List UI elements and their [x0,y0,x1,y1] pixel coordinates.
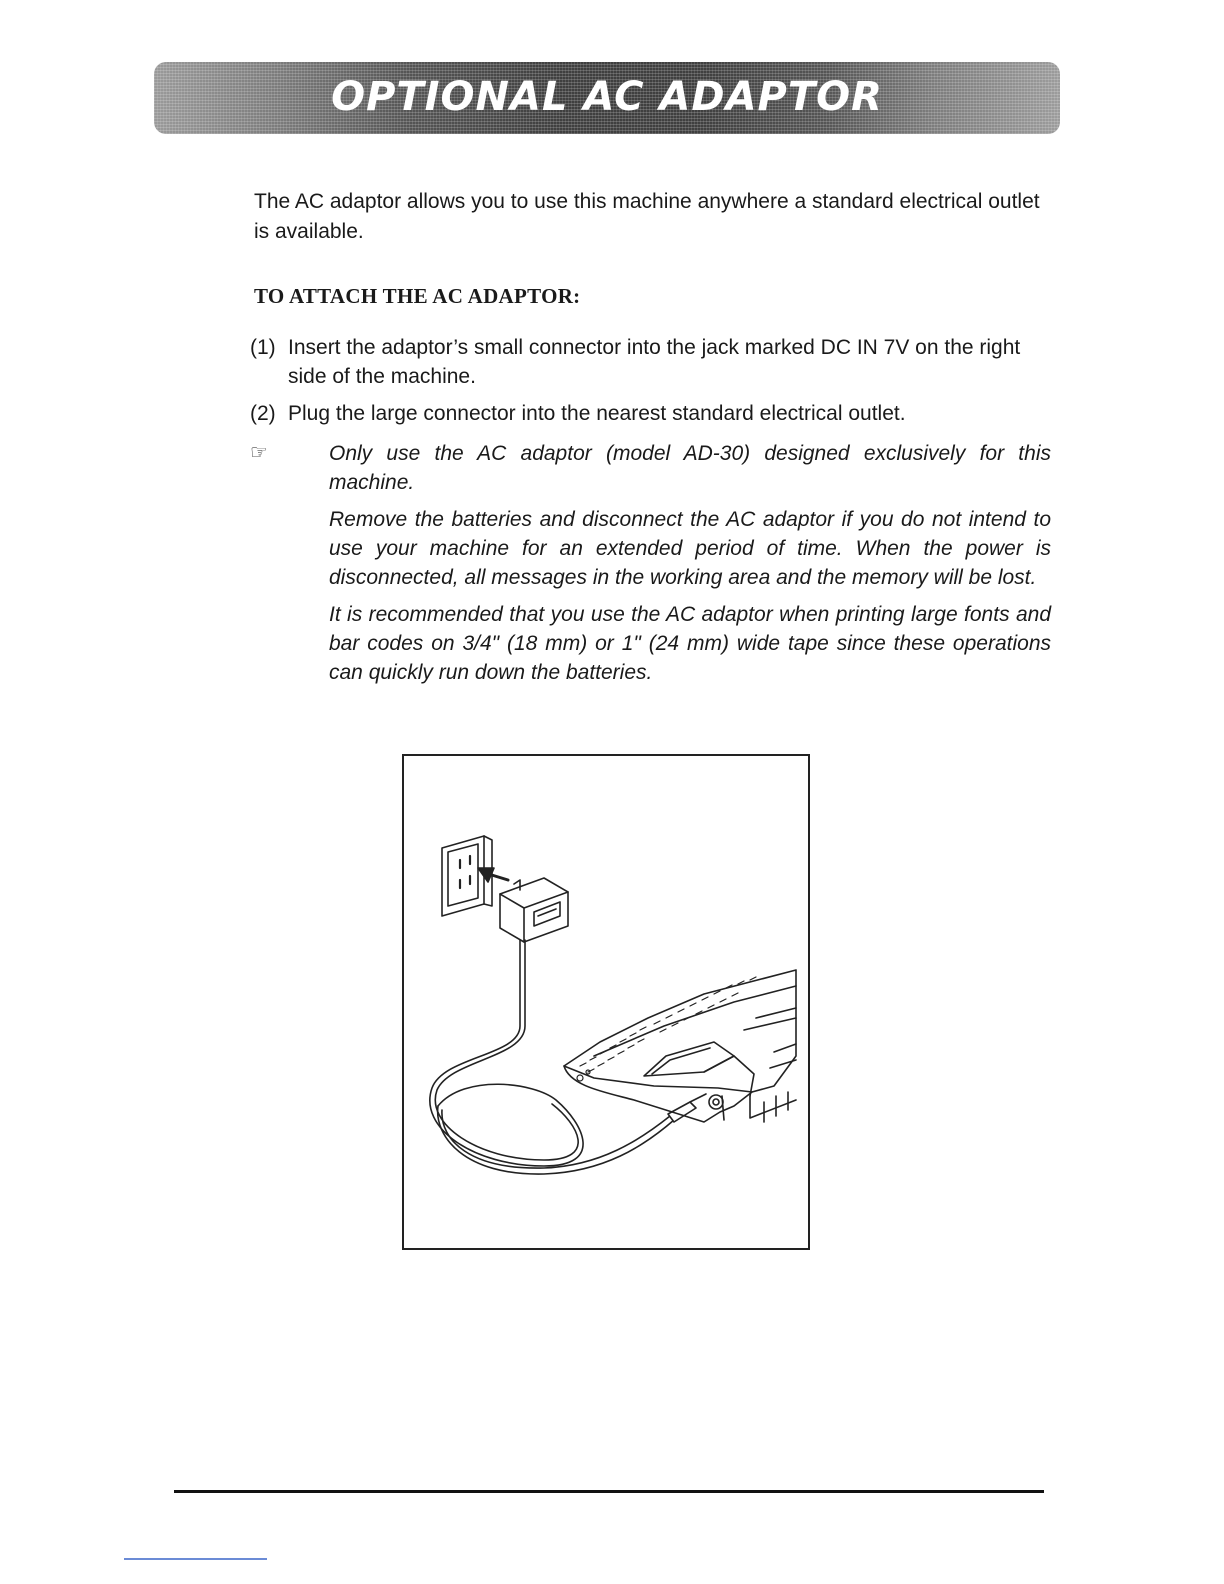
ac-adaptor-illustration [404,756,808,1248]
note-paragraph: It is recommended that you use the AC adaptor when printing large fonts and bar codes on 3/4" (18 mm) or 1" (24 mm) wide tape since these operations can quickly run down the batteries. [329,603,1051,684]
pointing-hand-icon: ☞ [250,442,268,464]
step-item [250,333,1050,391]
section-heading: TO ATTACH THE AC ADAPTOR: [254,284,581,308]
notes-block [329,439,1051,695]
step-list [250,333,1050,436]
label-machine-icon [564,970,796,1122]
adaptor-icon [500,878,568,942]
illustration-frame [402,754,810,1250]
step-number: (1) [250,336,276,359]
step-number: (2) [250,402,276,425]
step-item [250,399,1050,428]
footer-divider [174,1490,1044,1493]
step-text: Insert the adaptor’s small connector into the jack marked DC IN 7V on the right side of the machine. [288,336,1021,388]
title-banner [154,62,1060,134]
page-title: OPTIONAL AC ADAPTOR [331,74,883,120]
step-text: Plug the large connector into the nearest standard electrical outlet. [288,402,906,425]
note-paragraph: Remove the batteries and disconnect the AC adaptor if you do not intend to use your machine for an extended period of time. When the power is disconnected, all messages in the working area and the memory will be lost. [329,508,1051,589]
intro-paragraph: The AC adaptor allows you to use this machine anywhere a standard electrical outlet is available. [254,190,1040,243]
note-paragraph: Only use the AC adaptor (model AD-30) designed exclusively for this machine. [329,442,1051,494]
bottom-accent-line [124,1558,267,1560]
